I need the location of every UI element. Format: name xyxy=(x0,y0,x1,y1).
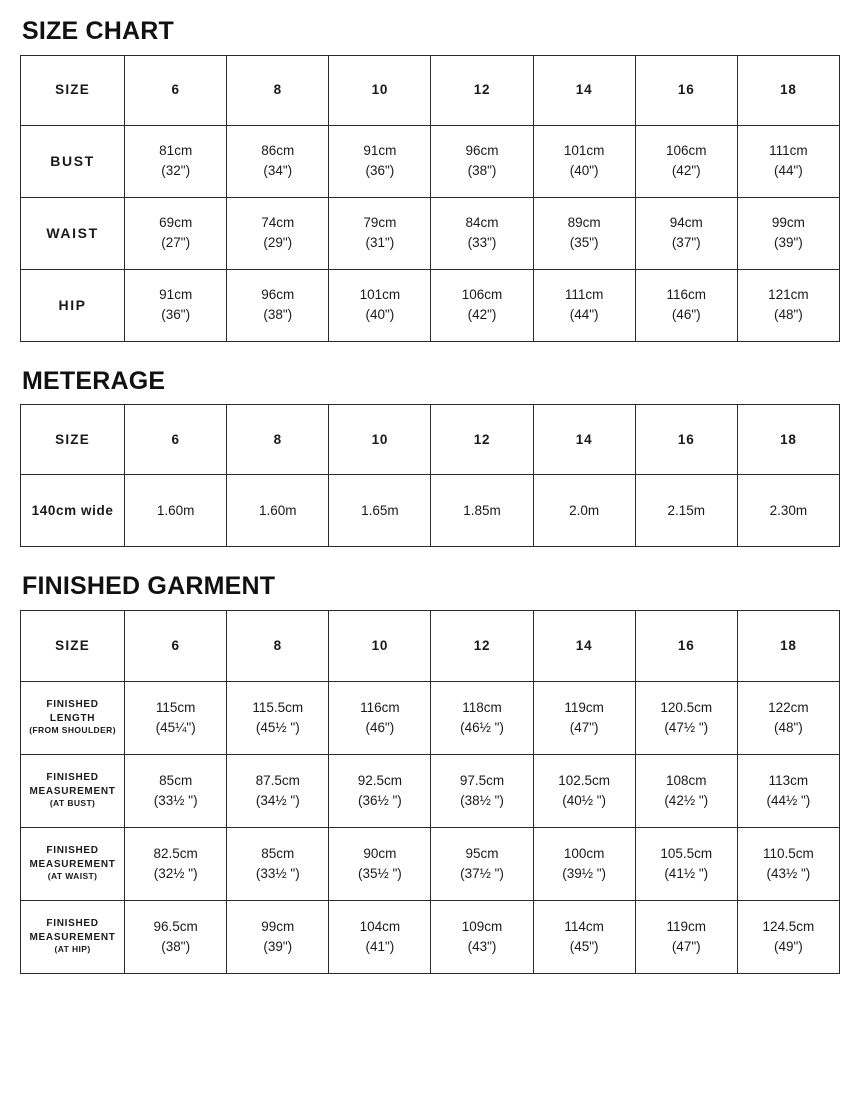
cell-meterage-10: 1.65m xyxy=(329,475,431,547)
cell-bust-10 xyxy=(329,754,431,827)
value-cm: 109cm xyxy=(461,918,503,934)
value-cm: 94cm xyxy=(669,215,703,231)
cell-hip-18 xyxy=(737,900,839,973)
cell-meterage-8: 1.60m xyxy=(227,475,329,547)
value-inch: (44½ ") xyxy=(766,792,811,808)
header-cell-10: 10 xyxy=(329,55,431,125)
value-cm: 91cm xyxy=(363,143,397,159)
cell-bust-12 xyxy=(431,125,533,197)
table-row xyxy=(21,900,840,973)
row-label-finished-waist xyxy=(21,827,125,900)
header-cell-size: SIZE xyxy=(21,55,125,125)
value-cm: 100cm xyxy=(563,845,605,861)
value-inch: (45½ ") xyxy=(255,719,300,735)
value-inch: (35") xyxy=(569,235,599,250)
header-cell-18: 18 xyxy=(737,55,839,125)
value-inch: (29") xyxy=(263,235,293,250)
header-cell-18: 18 xyxy=(737,610,839,681)
header-cell-size: SIZE xyxy=(21,610,125,681)
cell-hip-12 xyxy=(431,269,533,341)
cell-bust-18 xyxy=(737,754,839,827)
cell-hip-16 xyxy=(635,269,737,341)
size-chart-table xyxy=(20,55,840,342)
value-inch: (37") xyxy=(671,235,701,250)
value-inch: (40½ ") xyxy=(562,792,607,808)
value-inch: (42½ ") xyxy=(664,792,709,808)
cell-bust-6 xyxy=(125,754,227,827)
value-inch: (43") xyxy=(467,938,497,954)
table-row xyxy=(21,475,840,547)
cell-meterage-16: 2.15m xyxy=(635,475,737,547)
cell-meterage-14: 2.0m xyxy=(533,475,635,547)
cell-length-8 xyxy=(227,681,329,754)
row-label-main: FINISHED MEASUREMENT xyxy=(29,845,116,870)
cell-bust-14 xyxy=(533,754,635,827)
value-cm: 119cm xyxy=(564,699,604,715)
value-cm: 111cm xyxy=(564,287,604,303)
value-inch: (38") xyxy=(467,163,497,178)
value-cm: 101cm xyxy=(563,143,605,159)
cell-bust-12 xyxy=(431,754,533,827)
value-inch: (33½ ") xyxy=(255,865,300,881)
cell-hip-18 xyxy=(737,269,839,341)
cell-waist-8 xyxy=(227,827,329,900)
header-cell-10: 10 xyxy=(329,610,431,681)
value-inch: (46") xyxy=(671,307,701,322)
cell-bust-14 xyxy=(533,125,635,197)
value-inch: (32") xyxy=(161,163,191,178)
value-inch: (39") xyxy=(263,938,293,954)
value-inch: (47") xyxy=(569,719,599,735)
size-chart-title: SIZE CHART xyxy=(22,17,174,45)
value-cm: 120.5cm xyxy=(660,699,713,715)
cell-length-18 xyxy=(737,681,839,754)
value-cm: 87.5cm xyxy=(255,772,300,788)
cell-bust-6 xyxy=(125,125,227,197)
header-cell-18: 18 xyxy=(737,405,839,475)
header-cell-6: 6 xyxy=(125,405,227,475)
value-cm: 89cm xyxy=(567,215,601,231)
value-inch: (44") xyxy=(569,307,599,322)
table-row xyxy=(21,827,840,900)
value-cm: 113cm xyxy=(768,772,809,788)
cell-hip-10 xyxy=(329,900,431,973)
value-cm: 92.5cm xyxy=(357,772,403,788)
cell-hip-8 xyxy=(227,900,329,973)
cell-waist-6 xyxy=(125,197,227,269)
value-cm: 85cm xyxy=(159,772,193,788)
header-cell-16: 16 xyxy=(635,610,737,681)
value-cm: 106cm xyxy=(665,143,707,159)
value-cm: 79cm xyxy=(363,215,397,231)
value-cm: 99cm xyxy=(261,918,295,934)
cell-bust-8 xyxy=(227,754,329,827)
cell-bust-16 xyxy=(635,125,737,197)
header-cell-12: 12 xyxy=(431,405,533,475)
cell-hip-6 xyxy=(125,269,227,341)
row-label-bust: BUST xyxy=(21,125,125,197)
meterage-table xyxy=(20,404,840,547)
cell-bust-10 xyxy=(329,125,431,197)
value-cm: 104cm xyxy=(359,918,401,934)
value-inch: (46") xyxy=(365,719,395,735)
cell-bust-8 xyxy=(227,125,329,197)
value-cm: 96.5cm xyxy=(153,918,198,934)
value-inch: (35½ ") xyxy=(357,865,402,881)
header-cell-14: 14 xyxy=(533,610,635,681)
value-inch: (48") xyxy=(773,719,803,735)
cell-length-14 xyxy=(533,681,635,754)
table-row xyxy=(21,197,840,269)
value-inch: (45") xyxy=(569,938,599,954)
header-cell-10: 10 xyxy=(329,405,431,475)
cell-waist-8 xyxy=(227,197,329,269)
value-cm: 111cm xyxy=(769,143,808,159)
value-cm: 102.5cm xyxy=(558,772,610,788)
section-size-chart xyxy=(20,18,840,342)
value-cm: 74cm xyxy=(261,215,295,231)
value-inch: (38½ ") xyxy=(460,792,504,808)
value-cm: 96cm xyxy=(465,143,499,159)
header-cell-14: 14 xyxy=(533,405,635,475)
value-cm: 121cm xyxy=(768,287,809,303)
row-label-waist: WAIST xyxy=(21,197,125,269)
cell-waist-14 xyxy=(533,197,635,269)
cell-hip-6 xyxy=(125,900,227,973)
value-cm: 95cm xyxy=(465,845,499,861)
value-inch: (47") xyxy=(671,938,701,954)
row-label-finished-bust xyxy=(21,754,125,827)
value-inch: (45¼") xyxy=(155,719,196,735)
row-label-hip: HIP xyxy=(21,269,125,341)
value-cm: 81cm xyxy=(159,143,193,159)
value-inch: (33½ ") xyxy=(153,792,198,808)
value-cm: 90cm xyxy=(363,845,397,861)
cell-waist-6 xyxy=(125,827,227,900)
cell-hip-14 xyxy=(533,900,635,973)
cell-meterage-12: 1.85m xyxy=(431,475,533,547)
finished-garment-title: FINISHED GARMENT xyxy=(22,572,276,600)
cell-waist-12 xyxy=(431,197,533,269)
cell-hip-16 xyxy=(635,900,737,973)
value-inch: (39") xyxy=(773,235,803,250)
cell-hip-12 xyxy=(431,900,533,973)
cell-waist-14 xyxy=(533,827,635,900)
cell-waist-18 xyxy=(737,827,839,900)
value-inch: (48") xyxy=(773,307,803,322)
row-label-main: FINISHED LENGTH xyxy=(46,699,99,724)
table-row xyxy=(21,125,840,197)
value-inch: (42") xyxy=(671,163,701,178)
table-row xyxy=(21,681,840,754)
value-inch: (43½ ") xyxy=(766,865,811,881)
value-inch: (31") xyxy=(365,235,395,250)
cell-waist-12 xyxy=(431,827,533,900)
value-cm: 118cm xyxy=(462,699,502,715)
value-inch: (40") xyxy=(365,307,395,322)
value-cm: 84cm xyxy=(465,215,499,231)
value-inch: (41½ ") xyxy=(664,865,709,881)
cell-length-10 xyxy=(329,681,431,754)
header-cell-6: 6 xyxy=(125,55,227,125)
cell-meterage-6: 1.60m xyxy=(125,475,227,547)
value-cm: 91cm xyxy=(159,287,193,303)
value-inch: (44") xyxy=(773,163,803,178)
value-inch: (32½ ") xyxy=(153,865,198,881)
header-cell-8: 8 xyxy=(227,405,329,475)
value-cm: 115.5cm xyxy=(252,699,304,715)
cell-length-12 xyxy=(431,681,533,754)
value-inch: (40") xyxy=(569,163,599,178)
value-cm: 116cm xyxy=(666,287,706,303)
value-inch: (36") xyxy=(161,307,191,322)
value-cm: 101cm xyxy=(359,287,401,303)
cell-waist-10 xyxy=(329,827,431,900)
header-cell-16: 16 xyxy=(635,55,737,125)
header-cell-6: 6 xyxy=(125,610,227,681)
cell-waist-16 xyxy=(635,827,737,900)
value-cm: 115cm xyxy=(155,699,196,715)
row-label-main: FINISHED MEASUREMENT xyxy=(29,918,116,943)
value-cm: 114cm xyxy=(564,918,604,934)
cell-bust-18 xyxy=(737,125,839,197)
value-inch: (36½ ") xyxy=(357,792,402,808)
cell-bust-16 xyxy=(635,754,737,827)
header-cell-14: 14 xyxy=(533,55,635,125)
cell-waist-18 xyxy=(737,197,839,269)
table-row xyxy=(21,754,840,827)
value-inch: (39½ ") xyxy=(562,865,607,881)
value-inch: (47½ ") xyxy=(664,719,709,735)
value-inch: (42") xyxy=(467,307,497,322)
header-cell-16: 16 xyxy=(635,405,737,475)
value-inch: (34") xyxy=(263,163,293,178)
cell-hip-10 xyxy=(329,269,431,341)
row-label-main: FINISHED MEASUREMENT xyxy=(29,772,116,797)
value-cm: 86cm xyxy=(261,143,295,159)
header-cell-8: 8 xyxy=(227,610,329,681)
value-cm: 82.5cm xyxy=(153,845,198,861)
table-header-row xyxy=(21,55,840,125)
value-cm: 110.5cm xyxy=(763,845,814,861)
row-label-fabric-width: 140cm wide xyxy=(21,475,125,547)
value-inch: (49") xyxy=(773,938,803,954)
finished-garment-table xyxy=(20,610,840,974)
value-inch: (34½ ") xyxy=(255,792,300,808)
value-cm: 124.5cm xyxy=(762,918,815,934)
section-finished-garment xyxy=(20,573,840,974)
value-cm: 105.5cm xyxy=(660,845,713,861)
header-cell-12: 12 xyxy=(431,55,533,125)
cell-length-6 xyxy=(125,681,227,754)
cell-waist-16 xyxy=(635,197,737,269)
cell-meterage-18: 2.30m xyxy=(737,475,839,547)
row-label-sub: (AT BUST) xyxy=(49,798,96,809)
section-meterage xyxy=(20,368,840,548)
cell-hip-8 xyxy=(227,269,329,341)
header-cell-12: 12 xyxy=(431,610,533,681)
value-inch: (38") xyxy=(263,307,293,322)
value-cm: 119cm xyxy=(666,918,706,934)
value-cm: 97.5cm xyxy=(459,772,505,788)
cell-waist-10 xyxy=(329,197,431,269)
value-cm: 106cm xyxy=(461,287,503,303)
value-cm: 122cm xyxy=(768,699,809,715)
meterage-title: METERAGE xyxy=(22,366,166,395)
value-cm: 69cm xyxy=(159,215,193,231)
value-cm: 108cm xyxy=(665,772,707,788)
value-cm: 116cm xyxy=(360,699,400,715)
value-cm: 85cm xyxy=(261,845,295,861)
value-inch: (46½ ") xyxy=(460,719,504,735)
value-inch: (36") xyxy=(365,163,395,178)
row-label-sub: (AT HIP) xyxy=(54,944,91,955)
value-cm: 96cm xyxy=(261,287,295,303)
value-inch: (38") xyxy=(161,938,191,954)
table-header-row xyxy=(21,610,840,681)
row-label-sub: (FROM SHOULDER) xyxy=(29,725,116,736)
cell-length-16 xyxy=(635,681,737,754)
table-row xyxy=(21,269,840,341)
value-cm: 99cm xyxy=(771,215,805,231)
value-inch: (27") xyxy=(161,235,191,250)
value-inch: (33") xyxy=(467,235,497,250)
value-inch: (41") xyxy=(365,938,395,954)
value-inch: (37½ ") xyxy=(460,865,504,881)
table-header-row xyxy=(21,405,840,475)
header-cell-8: 8 xyxy=(227,55,329,125)
row-label-sub: (AT WAIST) xyxy=(47,871,98,882)
cell-hip-14 xyxy=(533,269,635,341)
row-label-finished-hip xyxy=(21,900,125,973)
row-label-finished-length xyxy=(21,681,125,754)
header-cell-size: SIZE xyxy=(21,405,125,475)
